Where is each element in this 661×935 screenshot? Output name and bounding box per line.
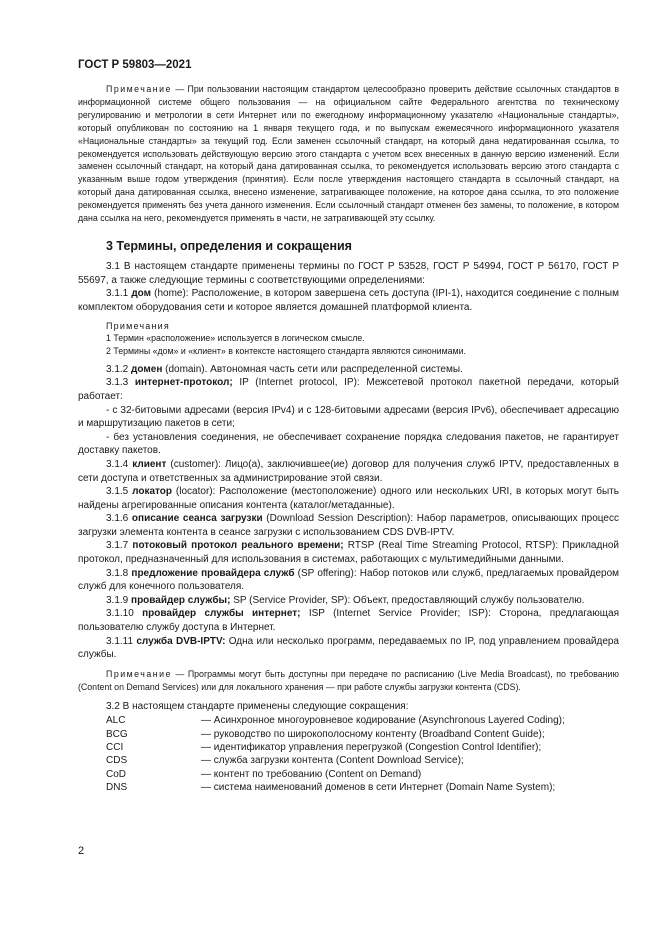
abbreviation-row (78, 714, 619, 727)
term-name: клиент (132, 458, 167, 470)
term-definition: (locator): Расположение (местоположение) одного или нескольких URI, в которых могут быть найдены агрегированные описания контента (каталог/метаданные). (78, 486, 619, 511)
term-name: провайдер службы; (131, 594, 231, 606)
term-name: предложение провайдера служб (131, 567, 295, 579)
term-3-1-1 (78, 287, 619, 314)
abbreviation-row (78, 781, 619, 794)
term-number: 3.1.8 (106, 567, 132, 579)
term-definition: (domain). Автономная часть сети или распределенной системы. (162, 363, 463, 375)
term-number: 3.1.2 (106, 363, 132, 375)
paragraph-3-2: 3.2 В настоящем стандарте применены следующие сокращения: (106, 700, 409, 712)
abbreviation-code: ALC (106, 715, 126, 727)
section-title: 3 Термины, определения и сокращения (106, 238, 352, 253)
term-3-1-5 (78, 485, 619, 512)
term-definition: (customer): Лицо(а), заключившее(ие) договор для получения служб IPTV, предоставленных в сети доступа и ответственных за администрирование этой связи. (78, 458, 619, 484)
abbreviation-row (78, 768, 619, 781)
note-label: Примечание (106, 668, 172, 679)
term-definition: Одна или несколько программ, передаваемых по IP, под управлением провайдера службы. (78, 635, 619, 661)
abbreviation-definition: — служба загрузки контента (Content Download Service); (201, 755, 464, 767)
note-top (78, 83, 619, 225)
note-item-2: 2 Термины «дом» и «клиент» в контексте настоящего стандарта являются синонимами. (106, 345, 466, 356)
abbreviation-code: CCI (106, 742, 124, 754)
term-name: домен (131, 363, 163, 375)
abbreviation-code: DNS (106, 782, 128, 794)
note-cds (78, 668, 619, 694)
abbreviation-list (78, 714, 619, 794)
term-3-1-9 (78, 594, 619, 608)
term-definition: (SP offering): Набор потоков или служб, предлагаемых провайдером служб для конечного пользователя. (78, 567, 620, 593)
bullet-item-2: - без установления соединения, не обеспечивает сохранение порядка следования пакетов, не гарантирует доставку пакетов. (78, 431, 619, 457)
term-name: провайдер службы интернет; (142, 608, 301, 620)
abbreviation-definition: — руководство по широкополосному контенту (Broadband Content Guide); (201, 728, 545, 740)
page-number: 2 (78, 845, 85, 857)
note-item-1: 1 Термин «расположение» используется в логическом смысле. (106, 333, 365, 344)
term-name: описание сеанса загрузки (131, 513, 263, 525)
notes-block (78, 320, 619, 356)
term-number: 3.1.10 (106, 608, 143, 620)
paragraph-3-1: 3.1 В настоящем стандарте применены термины по ГОСТ Р 53528, ГОСТ Р 54994, ГОСТ Р 56170, ГОСТ Р 55697, а также следующие термины с соответствующими определениями: (78, 260, 619, 286)
term-number: 3.1.4 (106, 458, 133, 470)
term-3-1-3 (78, 376, 619, 403)
note-text: — Программы могут быть доступны при передаче по расписанию (Live Media Broadcast), по требованию (Content on Demand Services) или для локального хранения — при работе службы загрузки контента (CDS). (78, 668, 619, 692)
abbreviation-row (78, 728, 619, 741)
term-definition: SP (Service Provider, SP): Объект, предоставляющий службу пользователю. (230, 594, 585, 606)
note-label: Примечание (106, 84, 172, 94)
term-3-1-10 (78, 607, 619, 634)
term-3-1-4 (78, 458, 619, 485)
abbreviation-code: CDS (106, 755, 128, 767)
term-3-1-6 (78, 512, 619, 539)
term-3-1-8 (78, 567, 619, 594)
term-definition: (Download Session Description): Набор параметров, описывающих процесс загрузки элемента контента в сеансе загрузки с использованием CDS DVB-IPTV. (78, 513, 619, 538)
abbreviation-row (78, 741, 619, 754)
term-name: дом (131, 288, 152, 300)
term-name: локатор (132, 486, 173, 498)
term-3-1-2 (78, 363, 619, 377)
notes-title: Примечания (106, 321, 170, 332)
term-number: 3.1.7 (106, 540, 133, 552)
abbreviation-code: CoD (106, 768, 127, 780)
term-definition: ISP (Internet Service Provider; ISP): Сторона, предлагающая пользователю службу доступа в Интернет. (78, 608, 619, 634)
term-number: 3.1.9 (106, 594, 132, 606)
term-number: 3.1.1 (106, 288, 132, 300)
abbreviation-definition: — идентификатор управления перегрузкой (Congestion Control Identifier); (201, 742, 542, 754)
term-definition: RTSP (Real Time Streaming Protocol, RTSP): Прикладной протокол, предназначенный для использования в системах, работающих с мультимедийными данными. (78, 540, 619, 566)
abbreviation-definition: — контент по требованию (Content on Demand) (201, 768, 422, 780)
term-number: 3.1.6 (106, 513, 132, 525)
note-text: — При пользовании настоящим стандартом целесообразно проверить действие ссылочных стандартов в информационной системе общего пользования — на официальном сайте Федерального агентства по техническому регулированию и метрологии в сети Интернет или по ежегодному информационному указателю «Национальные стандарты», который опубликован по состоянию на 1 января текущего года, и по выпускам ежемесячного информационного указателя «Национальные стандарты» за текущий год. Если заменен ссылочный стандарт, на который дана недатированная ссылка, то рекомендуется использовать действующую версию этого стандарта с учетом всех внесенных в данную версию изменений. Если заменен ссылочный стандарт, на который дана датированная ссылка, то рекомендуется использовать версию этого стандарта с указанным выше годом утверждения (принятия). Если после утверждения настоящего стандарта в ссылочный стандарт, на который дана датированная ссылка, внесено изменение, затрагивающее положение, на которое дана ссылка, то это положение рекомендуется применять без учета данного изменения. Если ссылочный стандарт отменен без замены, то положение, в котором дана ссылка на него, рекомендуется применять в части, не затрагивающей эту ссылку. (78, 84, 619, 224)
abbreviation-row (78, 754, 619, 767)
bullet-item-1: - с 32-битовыми адресами (версия IPv4) и с 128-битовыми адресами (версия IPv6), обеспечивает адресацию и маршрутизацию пакетов в сети; (78, 404, 619, 430)
page-content (78, 83, 619, 795)
abbreviation-definition: — система наименований доменов в сети Интернет (Domain Name System); (201, 782, 556, 794)
document-header: ГОСТ Р 59803—2021 (78, 59, 192, 71)
term-name: интернет-протокол; (134, 377, 233, 389)
term-definition: IP (Internet protocol, IP): Межсетевой протокол пакетной передачи, который работает: (78, 377, 619, 402)
term-3-1-7 (78, 539, 619, 566)
term-number: 3.1.3 (106, 377, 135, 389)
term-definition: (home): Расположение, в котором завершена сеть доступа (IPI-1), находится соединение с полным комплектом оборудования сети и которое является домашней платформой клиента. (78, 288, 619, 313)
abbreviation-definition: — Асинхронное многоуровневое кодирование (Asynchronous Layered Coding); (201, 715, 565, 727)
term-3-1-11 (78, 635, 619, 662)
term-number: 3.1.11 (106, 635, 137, 647)
abbreviation-code: BCG (106, 728, 128, 740)
term-number: 3.1.5 (106, 486, 133, 498)
term-name: потоковый протокол реального времени; (132, 540, 344, 552)
term-name: служба DVB-IPTV: (136, 635, 226, 647)
